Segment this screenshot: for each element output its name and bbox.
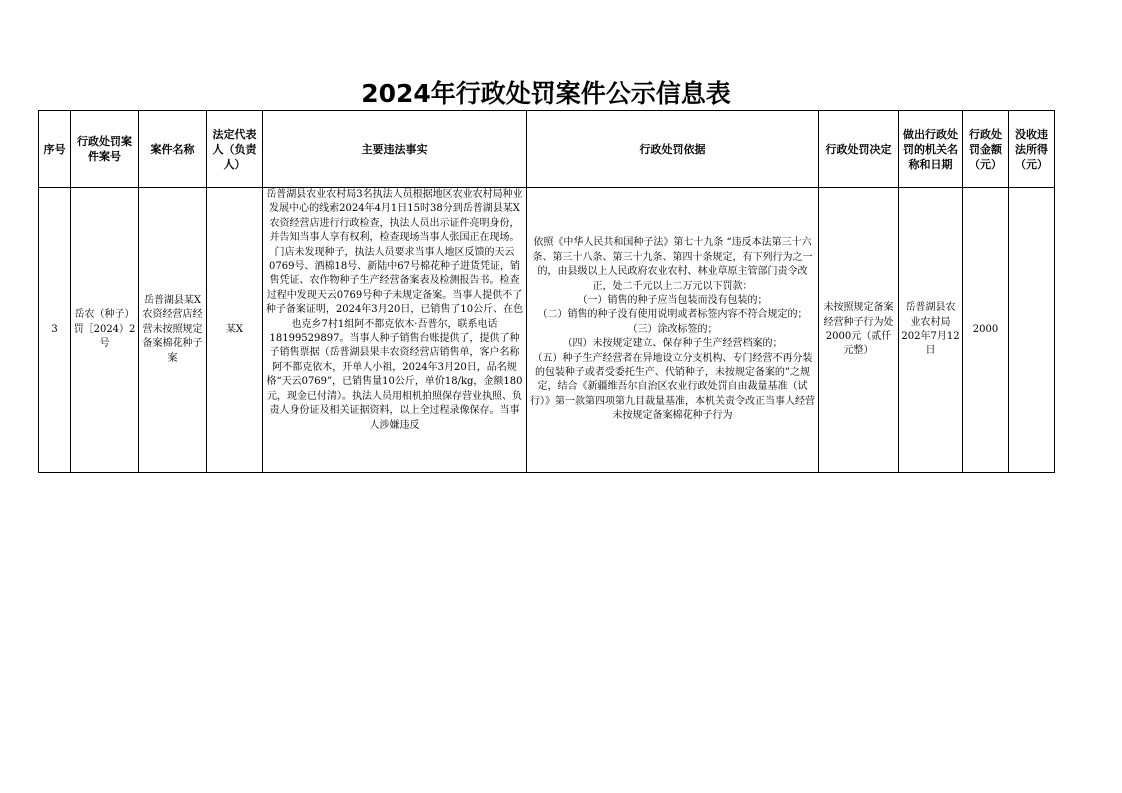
cell-case-name: 岳普湖县某X农资经营店经营未按照规定备案棉花种子案 bbox=[139, 188, 207, 473]
cell-decision: 未按照规定备案经营种子行为处2000元（贰仟元整） bbox=[819, 188, 899, 473]
basis-line: （三）涂改标签的； bbox=[627, 323, 718, 335]
cell-facts bbox=[263, 188, 527, 473]
basis-line: （二）销售的种子没有使用说明或者标签内容不符合规定的； bbox=[537, 309, 808, 321]
cell-basis bbox=[527, 188, 819, 473]
header-decision: 行政处罚决定 bbox=[819, 111, 899, 188]
header-fine: 行政处罚金额（元） bbox=[963, 111, 1009, 188]
cell-authority: 岳普湖县农业农村局202年7月12日 bbox=[899, 188, 963, 473]
cell-confiscated bbox=[1009, 188, 1055, 473]
header-legal-rep: 法定代表人（负责人） bbox=[207, 111, 263, 188]
table-row bbox=[39, 188, 1055, 473]
cell-fine: 2000 bbox=[963, 188, 1009, 473]
header-facts: 主要违法事实 bbox=[263, 111, 527, 188]
header-confiscated: 没收违法所得（元） bbox=[1009, 111, 1055, 188]
header-basis: 行政处罚依据 bbox=[527, 111, 819, 188]
basis-line: 依照《中华人民共和国种子法》第七十九条 “违反本法第三十六条、第三十八条、第三十九条、第四十条规定，有下列行为之一的，由县级以上人民政府农业农村、林业草原主管部门责令改正，处二千元以上二万元以下罚款： bbox=[532, 237, 813, 292]
cell-case-no: 岳农（种子）罚［2024）2号 bbox=[71, 188, 139, 473]
header-case-no: 行政处罚案件案号 bbox=[71, 111, 139, 188]
header-case-name: 案件名称 bbox=[139, 111, 207, 188]
cell-legal-rep: 某X bbox=[207, 188, 263, 473]
header-authority: 做出行政处罚的机关名称和日期 bbox=[899, 111, 963, 188]
page-title: 2024年行政处罚案件公示信息表 bbox=[361, 79, 731, 108]
header-row bbox=[39, 111, 1055, 188]
basis-line: （一）销售的种子应当包装而没有包装的； bbox=[577, 294, 768, 306]
header-seq: 序号 bbox=[39, 111, 71, 188]
basis-line: （四）未按规定建立、保存种子生产经营档案的； bbox=[562, 338, 783, 350]
case-table bbox=[38, 110, 1055, 473]
cell-seq: 3 bbox=[39, 188, 71, 473]
basis-line: （五）种子生产经营者在异地设立分支机构、专门经营不再分装的包装种子或者受委托生产、代销种子，未按规定备案的”之规定，结合《新疆维吾尔自治区农业行政处罚自由裁量基准（试行）》第一款第四项第九目裁量基准，本机关责令改正当事人经营未按规定备案棉花种子行为 bbox=[530, 352, 815, 422]
facts-text: 岳普湖县农业农村局3名执法人员根据地区农业农村局种业发展中心的线索2024年4月1日15时38分到岳普湖县某X农资经营店进行行政检查，执法人员出示证件亮明身份，并告知当事人享有权利，检查现场当事人张国正在现场。门店未发现种子，执法人员要求当事人地区反馈的天云0769号、酒棉18号、新陆中67号棉花种子进货凭证，销售凭证、农作物种子生产经营备案表及检测报告书。检查过程中发现天云0769号种子未规定备案。当事人提供不了种子备案证明，2024年3月20日，已销售了10公斤、在色也克乡7村1组阿不都克依木·吾普尔，联系电话18199529897。当事人种子销售台账提供了，提供了种子销售票据（岳普湖县果丰农资经营店销售单，客户名称阿不都克依木，开单人小祖，2024年3月20日，品名规格“天云0769”，已销售量10公斤，单价18/kg，金额180元，现金已付清）。执法人员用相机拍照保存营业执照、负责人身份证及相关证据资料，以上全过程录像保存。当事人涉嫌违反 bbox=[265, 189, 524, 431]
